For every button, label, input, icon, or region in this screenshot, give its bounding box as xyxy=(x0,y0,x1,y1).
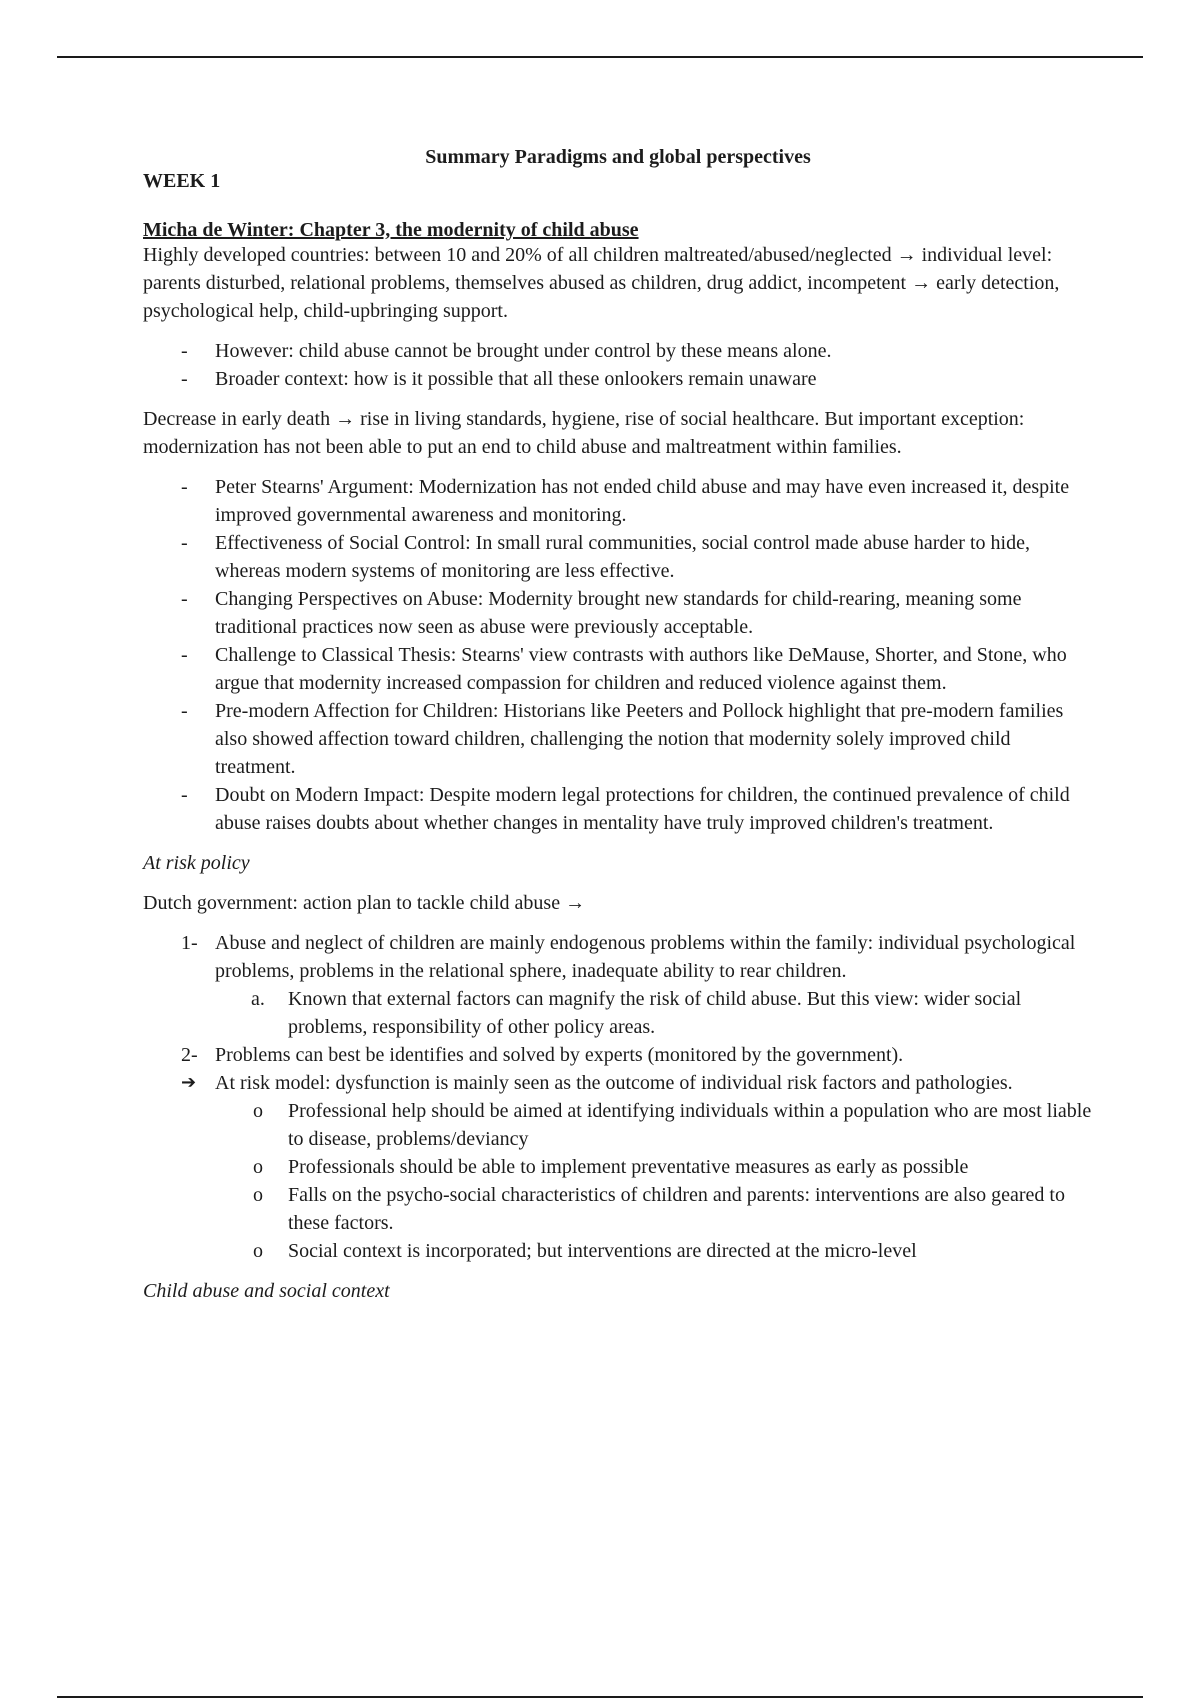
subheading-at-risk-policy: At risk policy xyxy=(143,852,250,874)
document-page xyxy=(143,143,1093,1305)
circle-bullet-icon: o xyxy=(253,1184,263,1206)
dash-marker: - xyxy=(181,700,188,722)
subheading-social-context: Child abuse and social context xyxy=(143,1280,390,1302)
header-rule xyxy=(57,56,1143,58)
bullet-list-1 xyxy=(143,337,1093,393)
dash-marker: - xyxy=(181,476,188,498)
list-item: a. Known that external factors can magnify the risk of child abuse. But this view: wider social problems, responsibility of other policy areas. xyxy=(143,985,1093,1041)
footer-rule xyxy=(57,1696,1143,1698)
number-marker: 1- xyxy=(181,932,198,954)
list-item: - Doubt on Modern Impact: Despite modern legal protections for children, the continued prevalence of child abuse raises doubts about whether changes in mentality have truly improved children's treatment. xyxy=(143,781,1093,837)
list-item: - Peter Stearns' Argument: Modernization has not ended child abuse and may have even increased it, despite improved governmental awareness and monitoring. xyxy=(143,473,1093,529)
list-item: ➔ At risk model: dysfunction is mainly seen as the outcome of individual risk factors and pathologies. xyxy=(143,1069,1093,1097)
dash-marker: - xyxy=(181,532,188,554)
number-marker: 2- xyxy=(181,1044,198,1066)
arrow-icon: ➔ xyxy=(181,1072,197,1093)
intro-paragraph: Highly developed countries: between 10 and 20% of all children maltreated/abused/neglected → individual level: parents disturbed, relational problems, themselves abused as children, drug addict, incompetent → early detection, psychological help, child-upbringing support. xyxy=(143,244,1060,322)
list-item: o Professional help should be aimed at identifying individuals within a population who are most liable to disease, problems/deviancy xyxy=(143,1097,1093,1153)
letter-marker: a. xyxy=(251,988,265,1010)
dash-marker: - xyxy=(181,368,188,390)
list-item: - Pre-modern Affection for Children: Historians like Peeters and Pollock highlight that pre-modern families also showed affection toward children, challenging the notion that modernity solely improved child treatment. xyxy=(143,697,1093,781)
document-title: Summary Paradigms and global perspectives xyxy=(425,146,811,168)
list-item: - Challenge to Classical Thesis: Stearns' view contrasts with authors like DeMause, Shorter, and Stone, who argue that modernity increased compassion for children and reduced violence against them. xyxy=(143,641,1093,697)
dutch-government-paragraph: Dutch government: action plan to tackle child abuse → xyxy=(143,892,586,914)
list-item: 2- Problems can best be identifies and solved by experts (monitored by the government). xyxy=(143,1041,1093,1069)
dash-marker: - xyxy=(181,784,188,806)
circle-bullet-icon: o xyxy=(253,1156,263,1178)
list-item: - Broader context: how is it possible that all these onlookers remain unaware xyxy=(143,365,1093,393)
circle-bullet-icon: o xyxy=(253,1240,263,1262)
dash-marker: - xyxy=(181,340,188,362)
circle-bullet-icon: o xyxy=(253,1100,263,1122)
list-item: - However: child abuse cannot be brought under control by these means alone. xyxy=(143,337,1093,365)
modernization-paragraph: Decrease in early death → rise in living standards, hygiene, rise of social healthcare. But important exception: modernization has not been able to put an end to child abuse and maltreatment within families. xyxy=(143,408,1025,458)
numbered-list xyxy=(143,929,1093,1265)
list-item: o Professionals should be able to implement preventative measures as early as possible xyxy=(143,1153,1093,1181)
dash-marker: - xyxy=(181,644,188,666)
dash-marker: - xyxy=(181,588,188,610)
bullet-list-2 xyxy=(143,473,1093,837)
list-item: o Social context is incorporated; but interventions are directed at the micro-level xyxy=(143,1237,1093,1265)
week-heading: WEEK 1 xyxy=(143,170,221,192)
list-item: - Changing Perspectives on Abuse: Modernity brought new standards for child-rearing, meaning some traditional practices now seen as abuse were previously acceptable. xyxy=(143,585,1093,641)
section-heading: Micha de Winter: Chapter 3, the modernity of child abuse xyxy=(143,219,639,241)
list-item: 1- Abuse and neglect of children are mainly endogenous problems within the family: individual psychological problems, problems in the relational sphere, inadequate ability to rear children. xyxy=(143,929,1093,985)
list-item: o Falls on the psycho-social characteristics of children and parents: interventions are also geared to these factors. xyxy=(143,1181,1093,1237)
list-item: - Effectiveness of Social Control: In small rural communities, social control made abuse harder to hide, whereas modern systems of monitoring are less effective. xyxy=(143,529,1093,585)
